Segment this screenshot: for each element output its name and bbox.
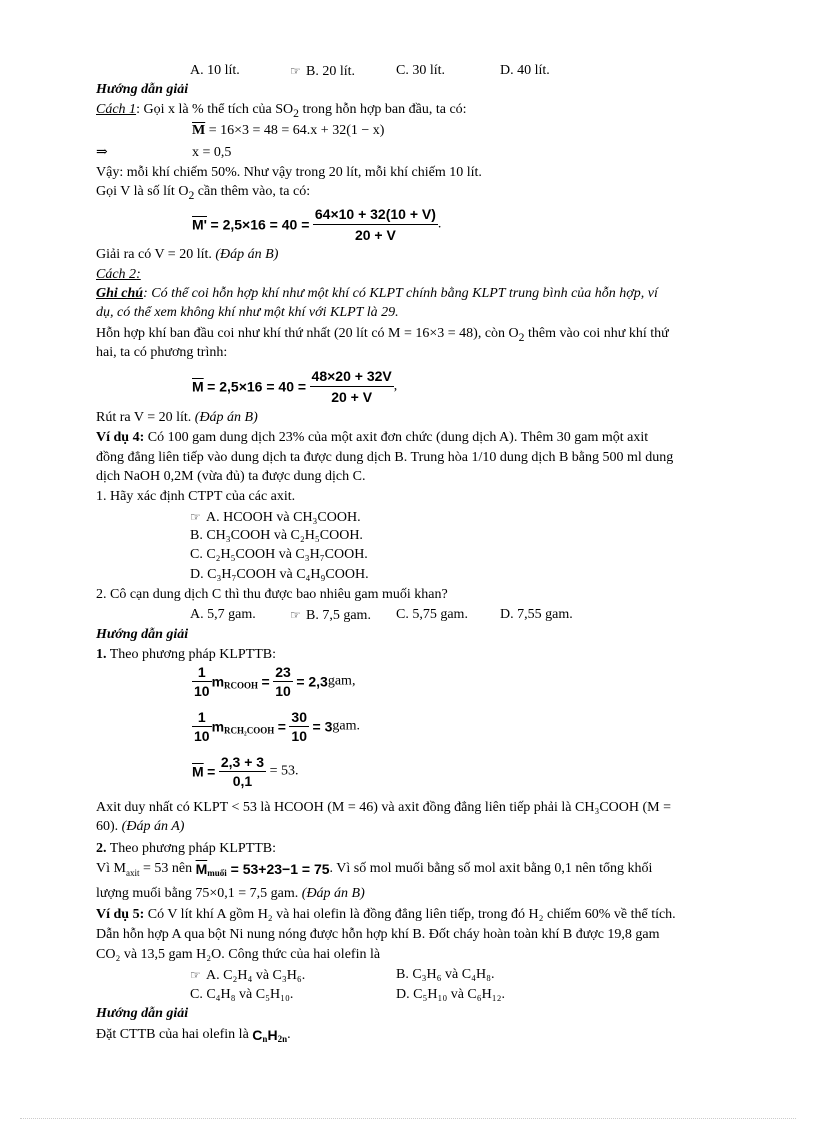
prev-answer-d: D. 40 lít. <box>500 63 550 78</box>
vidu4-q2-c: C. 5,75 gam. <box>396 607 468 622</box>
heading-huong-dan-2: Hướng dẫn giải <box>96 627 189 642</box>
giai4-p2: 2. Theo phương pháp KLPTTB: <box>96 841 276 856</box>
vidu4-q1: 1. Hãy xác định CTPT của các axit. <box>96 489 296 504</box>
cach1-intro: Cách 1: Gọi x là % thể tích của $SO_2$ trong hỗn hợp ban đầu, ta có: <box>96 102 467 120</box>
giai4-axit-2: 60). (Đáp án A) <box>96 819 185 834</box>
pointing-hand-icon: ☞ <box>190 510 201 524</box>
giai4-luong: lượng muối bằng 75×0,1 = 7,5 gam. (Đáp án B) <box>96 886 365 901</box>
giai4-vi: Vì $M_{axit} = 53$ nên $\overline{M}_{muối} = 53+23-1 = 75$. Vì số mol muối bằng số mol axit bằng 0,1 nên tổng khối <box>96 861 653 879</box>
pointing-hand-icon: ☞ <box>190 968 201 982</box>
vidu5-a: ☞ A. C₂H₄ và C₃H₆. <box>190 968 306 983</box>
pointing-hand-icon: ☞ <box>290 64 301 78</box>
vidu4-q1-a: ☞ A. HCOOH và CH₃COOH. <box>190 510 361 525</box>
vidu4-q1-c: C. C₂H₅COOH và C₃H₇COOH. <box>190 547 368 562</box>
cach1-goi: Gọi V là số lít $O_2$ cần thêm vào, ta có: <box>96 184 311 202</box>
cach1-vay: Vậy: mỗi khí chiếm 50%. Như vậy trong 20 lít, mỗi khí chiếm 10 lít. <box>96 165 482 180</box>
cach1-giai: Giải ra có V = 20 lít. (Đáp án B) <box>96 247 279 262</box>
prev-answer-a: A. 10 lít. <box>190 63 240 78</box>
vidu4-q2-b: ☞ B. 7,5 gam. <box>290 608 371 623</box>
cach2-label: Cách 2: <box>96 267 141 282</box>
giai4-f3: $\overline{M}$ = $\frac{2,3 + 3}{0,1}$ = 53. <box>192 754 299 789</box>
cach2-ghi-chu-1: Ghi chú: Có thể coi hỗn hợp khí như một khí có KLPT chính bằng KLPT trung bình của hỗn hợp, ví <box>96 286 658 301</box>
vidu5-line1: Ví dụ 5: Có V lít khí A gồm H₂ và hai olefin là đồng đẳng liên tiếp, trong đó H₂ chiếm 60% về thể tích. <box>96 907 676 922</box>
prev-answer-c: C. 30 lít. <box>396 63 446 78</box>
cach2-eq: $\overline{M} = 2,5\times 16 = 40$ = $\frac{48\times 20 + 32V}{20 + V}$ , <box>192 368 398 405</box>
vidu5-line2: Dẫn hỗn hợp A qua bột Ni nung nóng được hỗn hợp khí B. Đốt cháy hoàn toàn khí B được 19,8 gam <box>96 927 660 942</box>
cach2-hon-hop-1: Hỗn hợp khí ban đầu coi như khí thứ nhất (20 lít có M = 16×3 = 48), còn $O_2$ thêm vào coi như khí thứ <box>96 326 669 344</box>
vidu4-line2: đồng đẳng liên tiếp vào dung dịch ta được dung dịch B. Trung hòa 1/10 dung dịch B bằng 500 ml dung <box>96 450 674 465</box>
cach2-rut-ra: Rút ra V = 20 lít. (Đáp án B) <box>96 410 258 425</box>
vidu4-q2: 2. Cô cạn dung dịch C thì thu được bao nhiêu gam muối khan? <box>96 587 448 602</box>
heading-huong-dan: Hướng dẫn giải <box>96 82 189 97</box>
cach2-hon-hop-2: hai, ta có phương trình: <box>96 345 228 360</box>
vidu4-q1-d: D. C₃H₇COOH và C₄H₉COOH. <box>190 567 369 582</box>
giai4-p1: 1. Theo phương pháp KLPTTB: <box>96 647 276 662</box>
vidu5-line3: CO₂ và 13,5 gam H₂O. Công thức của hai olefin là <box>96 947 381 962</box>
heading-huong-dan-3: Hướng dẫn giải <box>96 1006 189 1021</box>
implies-symbol: ⇒ <box>96 145 108 160</box>
vidu4-line1: Ví dụ 4: Có 100 gam dung dịch 23% của một axit đơn chức (dung dịch A). Thêm 30 gam một axit <box>96 430 649 445</box>
vidu5-d: D. C₅H₁₀ và C₆H₁₂. <box>396 987 506 1002</box>
giai5-dat: Đặt CTTB của hai olefin là $C_nH_{2n}$. <box>96 1027 291 1045</box>
vidu5-c: C. C₄H₈ và C₅H₁₀. <box>190 987 294 1002</box>
pointing-hand-icon: ☞ <box>290 608 301 622</box>
vidu4-q2-a: A. 5,7 gam. <box>190 607 256 622</box>
giai4-f1: $\frac{1}{10}$ $m_{RCOOH}$ = $\frac{23}{10}$ = 2,3gam, <box>194 664 356 699</box>
cach2-ghi-chu-2: dụ, có thể xem không khí như một khí với KLPT là 29. <box>96 305 399 320</box>
prev-answer-b: ☞ B. 20 lít. <box>290 64 356 79</box>
vidu5-b: B. C₃H₆ và C₄H₈. <box>396 967 495 982</box>
giai4-f2: $\frac{1}{10}$ $m_{RCH_2COOH}$ = $\frac{30}{10}$ = 3gam. <box>194 709 360 744</box>
giai4-axit-1: Axit duy nhất có KLPT < 53 là HCOOH (M = 46) và axit đồng đẳng liên tiếp phải là CH₃COOH (M = <box>96 800 672 815</box>
vidu4-q1-b: B. CH₃COOH và C₂H₅COOH. <box>190 528 363 543</box>
cach1-eq1: $\overline{M} = 16\times 3 = 48 = 64.x + 32(1 - x)$ <box>192 123 385 138</box>
cach1-eq2: x = 0,5 <box>192 145 232 160</box>
vidu4-q2-d: D. 7,55 gam. <box>500 607 573 622</box>
vidu4-line3: dịch NaOH 0,2M (vừa đủ) ta được dung dịch C. <box>96 469 366 484</box>
cach1-eq3: M' = 2,5×16 = 40 = $\frac{64\times 10 + 32(10 + V)}{20 + V}$ . <box>192 206 442 243</box>
page-footer-rule <box>20 1118 796 1119</box>
